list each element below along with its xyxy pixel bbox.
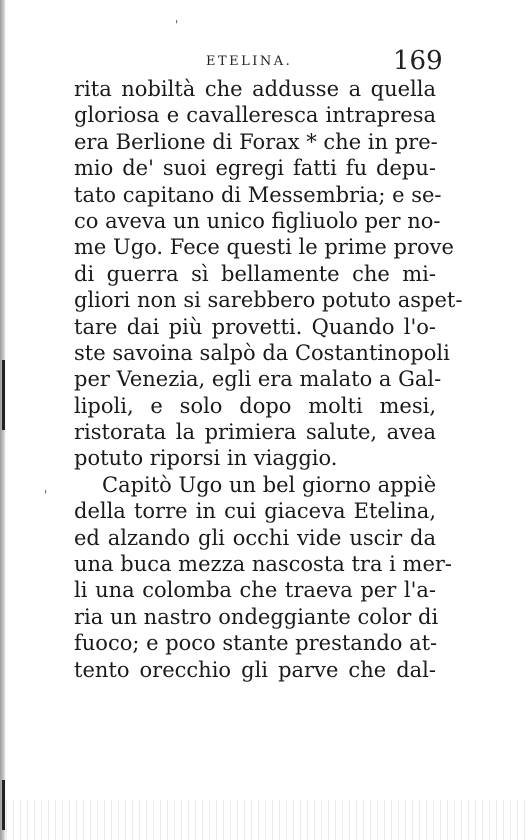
scan-noise — [0, 800, 530, 840]
text-line: ria un nastro ondeggiante color di — [74, 604, 439, 629]
text-line: della torre in cui giaceva Etelina, — [74, 499, 436, 524]
running-head: ETELINA. — [206, 54, 293, 69]
text-line: rita nobiltà che addusse a quella — [74, 77, 436, 101]
page-number: 169 — [393, 46, 443, 76]
text-line: tato capitano di Messembria; e se- — [74, 182, 442, 207]
stray-mark: ' — [44, 488, 48, 502]
text-line: fuoco; e poco stante prestando at- — [74, 631, 438, 656]
text-line: me Ugo. Fece questi le prime prove — [74, 235, 454, 260]
text-line: potuto riporsi in viaggio. — [74, 446, 338, 471]
text-line: tare dai più provetti. Quando l'o- — [74, 314, 436, 339]
text-line: Capitò Ugo un bel giorno appiè — [102, 472, 437, 497]
text-line: lipoli, e solo dopo molti mesi, — [74, 393, 436, 418]
text-line: gliori non si sarebbero potuto aspet- — [74, 288, 463, 313]
text-line: ed alzando gli occhi vide uscir da — [74, 525, 436, 550]
text-line: era Berlione di Forax * che in pre- — [74, 129, 438, 154]
text-line: ristorata la primiera salute, avea — [74, 420, 436, 445]
text-line: tento orecchio gli parve che dal- — [74, 657, 436, 682]
text-block — [74, 76, 463, 683]
text-line: una buca mezza nascosta tra i mer- — [74, 552, 453, 577]
binding-shadow-mark — [2, 360, 5, 430]
text-line: per Venezia, egli era malato a Gal- — [74, 367, 442, 392]
text-line: ste savoina salpò da Costantinopoli — [74, 340, 450, 365]
text-line: mio de' suoi egregi fatti fu depu- — [74, 156, 436, 181]
text-line: li una colomba che traeva per l'a- — [74, 578, 436, 603]
stray-mark: ' — [175, 18, 179, 32]
text-line: co aveva un unico figliuolo per no- — [74, 208, 441, 233]
text-line: di guerra sì bellamente che mi- — [74, 261, 436, 286]
text-line: gloriosa e cavalleresca intrapresa — [74, 103, 436, 128]
